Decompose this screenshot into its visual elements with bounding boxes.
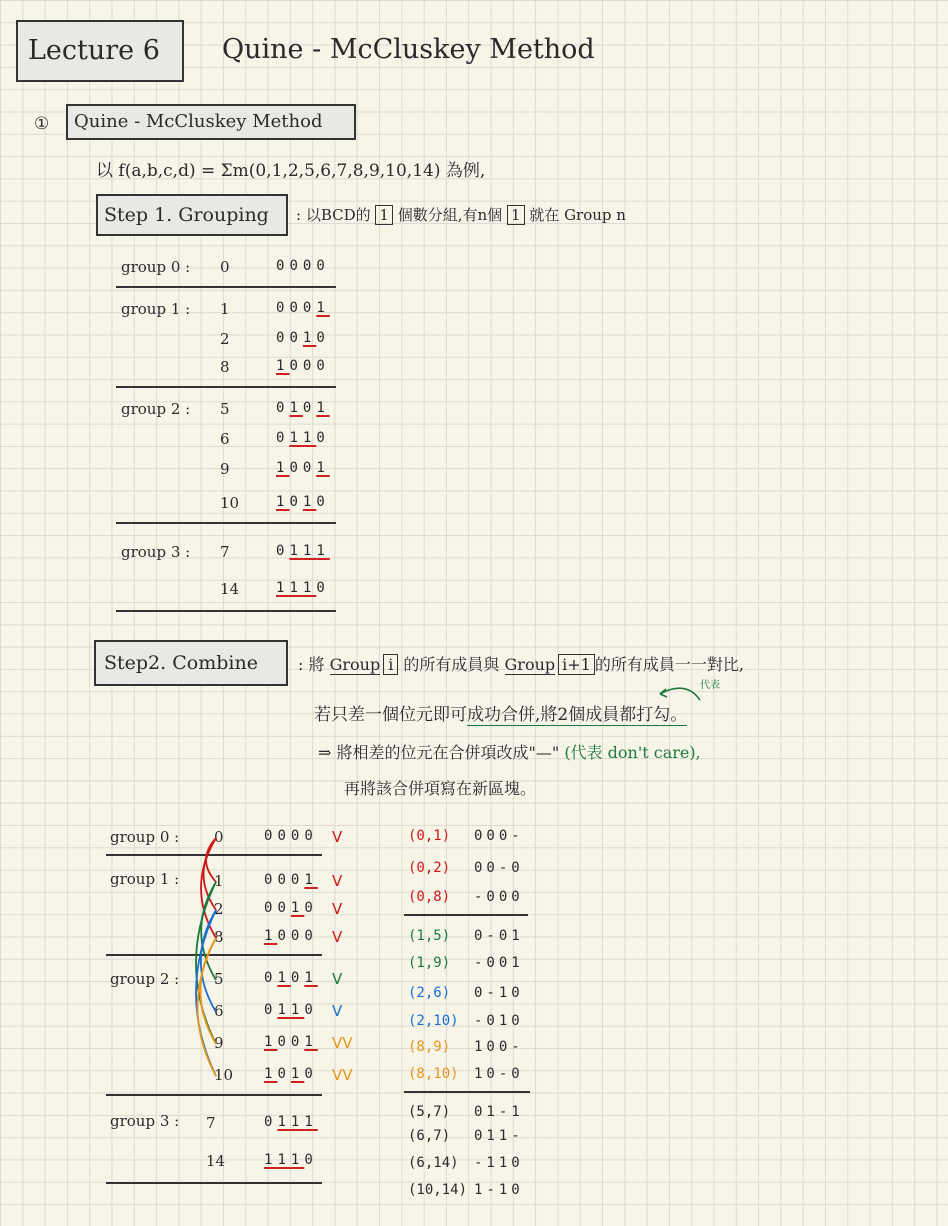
bit: 0 bbox=[316, 358, 330, 374]
boxed-one-2: 1 bbox=[507, 205, 525, 225]
group-label: group 0 : bbox=[110, 828, 180, 846]
bit: 0 bbox=[264, 1002, 278, 1018]
bit: 1 bbox=[264, 1152, 278, 1168]
minterm-number: 7 bbox=[206, 1114, 216, 1132]
bit: 0 bbox=[264, 828, 278, 844]
page-title: Quine - McCluskey Method bbox=[222, 34, 595, 65]
bit: 1 bbox=[277, 1114, 291, 1130]
bit: 0 bbox=[302, 258, 317, 274]
minterm-number: 5 bbox=[220, 400, 230, 418]
minterm-number: 1 bbox=[214, 872, 224, 890]
bit: 0 bbox=[302, 300, 317, 316]
bit: 0 bbox=[290, 872, 305, 888]
minterm-number: 10 bbox=[220, 494, 240, 512]
bit: 0 bbox=[277, 872, 291, 888]
bit: 1 bbox=[316, 300, 330, 316]
bit: 0 bbox=[289, 358, 303, 374]
pair-label: (2,6) bbox=[408, 985, 451, 1001]
bit: 0 bbox=[290, 828, 305, 844]
bit: 0 bbox=[264, 872, 278, 888]
bit: 1 bbox=[277, 1152, 291, 1168]
minterm-number: 8 bbox=[220, 358, 230, 376]
bit: 0 bbox=[276, 400, 290, 416]
bit: 0 bbox=[276, 430, 290, 446]
bit: 1 bbox=[276, 580, 290, 596]
minterm-number: 6 bbox=[220, 430, 230, 448]
step2-l1-a: : 將 bbox=[298, 655, 325, 674]
bit: 0 bbox=[276, 330, 290, 346]
minterm-number: 10 bbox=[214, 1066, 234, 1084]
pair-code: -110 bbox=[474, 1155, 524, 1171]
pair-label: (6,7) bbox=[408, 1128, 451, 1144]
step2-l1-b: 的所有成員與 bbox=[403, 655, 500, 674]
bit: 0 bbox=[316, 258, 330, 274]
pair-label: (1,5) bbox=[408, 928, 451, 944]
group-label: group 2 : bbox=[110, 970, 180, 988]
minterm-number: 0 bbox=[220, 258, 230, 276]
pair-label: (0,1) bbox=[408, 828, 451, 844]
bit: 0 bbox=[289, 460, 303, 476]
bit: 0 bbox=[302, 400, 317, 416]
bit: 1 bbox=[290, 1002, 305, 1018]
check-mark: VV bbox=[332, 1066, 353, 1084]
bit: 0 bbox=[316, 580, 330, 596]
pair-label: (0,2) bbox=[408, 860, 451, 876]
step1-desc-b: 個數分組,有n個 bbox=[397, 206, 503, 224]
minterm-number: 2 bbox=[220, 330, 230, 348]
step2-l3-a: ⇒ 將相差的位元在合併項改成"—" bbox=[318, 743, 560, 762]
bit: 0 bbox=[276, 543, 290, 559]
check-mark: V bbox=[332, 828, 343, 846]
bit: 0 bbox=[277, 1066, 291, 1082]
group-i1-word: Group bbox=[504, 655, 556, 674]
check-mark: V bbox=[332, 872, 343, 890]
step1-label: Step 1. Grouping bbox=[104, 204, 269, 226]
bit: 0 bbox=[289, 300, 303, 316]
bit: 0 bbox=[289, 330, 303, 346]
minterm-number: 8 bbox=[214, 928, 224, 946]
group-label: group 2 : bbox=[121, 400, 191, 418]
pair-code: 00-0 bbox=[474, 860, 524, 876]
step2-label: Step2. Combine bbox=[104, 652, 258, 674]
dont-care-note: (代表 don't care), bbox=[564, 743, 701, 762]
group-i-word: Group bbox=[329, 655, 381, 674]
bit: 1 bbox=[302, 430, 317, 446]
pair-code: 0-01 bbox=[474, 928, 524, 944]
bit: 1 bbox=[304, 1034, 318, 1050]
bit: 0 bbox=[304, 828, 318, 844]
pair-divider bbox=[404, 1091, 530, 1093]
example-text: 以 f(a,b,c,d) = Σm(0,1,2,5,6,7,8,9,10,14) 為例, bbox=[96, 161, 486, 181]
section-bullet: ① bbox=[34, 114, 50, 134]
pair-label: (8,10) bbox=[408, 1066, 459, 1082]
minterm-number: 14 bbox=[220, 580, 240, 598]
bit: 1 bbox=[302, 543, 317, 559]
step1-desc-a: : 以BCD的 bbox=[296, 206, 371, 224]
step2-line4: 再將該合併項寫在新區塊。 bbox=[344, 779, 537, 798]
pair-code: 011- bbox=[474, 1128, 524, 1144]
bit: 1 bbox=[304, 872, 318, 888]
bit: 0 bbox=[290, 928, 305, 944]
minterm-number: 7 bbox=[220, 543, 230, 561]
bit: 1 bbox=[290, 1066, 305, 1082]
bit: 1 bbox=[290, 900, 305, 916]
pair-code: -000 bbox=[474, 889, 524, 905]
boxed-i-plus-1: i+1 bbox=[558, 654, 595, 675]
bit: 0 bbox=[289, 494, 303, 510]
bit: 1 bbox=[304, 970, 318, 986]
lecture-label: Lecture 6 bbox=[28, 35, 160, 66]
step2-l2-c: ,將2個成員都打勾。 bbox=[535, 705, 688, 725]
step2-l1-c: 的所有成員一一對比, bbox=[594, 655, 744, 674]
bit: 1 bbox=[277, 1002, 291, 1018]
bit: 0 bbox=[277, 900, 291, 916]
pair-divider bbox=[404, 914, 528, 916]
bit: 1 bbox=[276, 358, 290, 374]
bit: 1 bbox=[289, 400, 303, 416]
group-label: group 0 : bbox=[121, 258, 191, 276]
bit: 1 bbox=[302, 330, 317, 346]
minterm-number: 9 bbox=[214, 1034, 224, 1052]
minterm-number: 6 bbox=[214, 1002, 224, 1020]
bit: 0 bbox=[276, 300, 290, 316]
bit: 1 bbox=[264, 1034, 278, 1050]
bit: 0 bbox=[304, 1152, 318, 1168]
pair-code: -010 bbox=[474, 1013, 524, 1029]
check-mark: V bbox=[332, 1002, 343, 1020]
bit: 1 bbox=[290, 1114, 305, 1130]
bit: 0 bbox=[304, 1002, 318, 1018]
group-label: group 3 : bbox=[110, 1112, 180, 1130]
bit: 0 bbox=[277, 828, 291, 844]
bit: 0 bbox=[302, 460, 317, 476]
bit: 0 bbox=[304, 928, 318, 944]
minterm-number: 1 bbox=[220, 300, 230, 318]
boxed-one: 1 bbox=[375, 205, 393, 225]
pair-code: -001 bbox=[474, 955, 524, 971]
check-mark: V bbox=[332, 900, 343, 918]
step2-l2-a: 若只差一個位元即可 bbox=[314, 705, 467, 725]
step1-desc-c: 就在 Group n bbox=[529, 206, 626, 224]
bit: 1 bbox=[290, 1152, 305, 1168]
bit: 0 bbox=[316, 330, 330, 346]
minterm-number: 2 bbox=[214, 900, 224, 918]
bit: 1 bbox=[289, 430, 303, 446]
pair-label: (1,9) bbox=[408, 955, 451, 971]
pair-code: 1-10 bbox=[474, 1182, 524, 1198]
minterm-number: 5 bbox=[214, 970, 224, 988]
bit: 1 bbox=[277, 970, 291, 986]
bit: 0 bbox=[264, 970, 278, 986]
group-label: group 1 : bbox=[121, 300, 191, 318]
bit: 1 bbox=[304, 1114, 318, 1130]
check-mark: V bbox=[332, 928, 343, 946]
pair-code: 100- bbox=[474, 1039, 524, 1055]
pair-label: (0,8) bbox=[408, 889, 451, 905]
bit: 0 bbox=[276, 258, 290, 274]
bit: 0 bbox=[290, 1034, 305, 1050]
bit: 1 bbox=[302, 580, 317, 596]
minterm-number: 9 bbox=[220, 460, 230, 478]
group-label: group 3 : bbox=[121, 543, 191, 561]
bit: 1 bbox=[276, 460, 290, 476]
bit: 0 bbox=[316, 494, 330, 510]
bit: 0 bbox=[264, 1114, 278, 1130]
minterm-number: 0 bbox=[214, 828, 224, 846]
boxed-i: i bbox=[383, 654, 398, 675]
bit: 1 bbox=[289, 543, 303, 559]
check-mark: VV bbox=[332, 1034, 353, 1052]
bit: 1 bbox=[264, 1066, 278, 1082]
minterm-number: 14 bbox=[206, 1152, 226, 1170]
pair-label: (5,7) bbox=[408, 1104, 451, 1120]
success-merge: 成功合併 bbox=[467, 705, 535, 725]
pair-code: 0-10 bbox=[474, 985, 524, 1001]
pair-label: (6,14) bbox=[408, 1155, 459, 1171]
bit: 1 bbox=[302, 494, 317, 510]
pair-label: (8,9) bbox=[408, 1039, 451, 1055]
group-label: group 1 : bbox=[110, 870, 180, 888]
bit: 1 bbox=[316, 543, 330, 559]
pair-code: 10-0 bbox=[474, 1066, 524, 1082]
pair-code: 000- bbox=[474, 828, 524, 844]
check-mark: V bbox=[332, 970, 343, 988]
bit: 1 bbox=[264, 928, 278, 944]
bit: 0 bbox=[304, 1066, 318, 1082]
bit: 0 bbox=[316, 430, 330, 446]
bit: 0 bbox=[277, 928, 291, 944]
bit: 1 bbox=[316, 460, 330, 476]
pair-code: 01-1 bbox=[474, 1104, 524, 1120]
pair-label: (2,10) bbox=[408, 1013, 459, 1029]
bit: 0 bbox=[290, 970, 305, 986]
bit: 0 bbox=[264, 900, 278, 916]
bit: 0 bbox=[277, 1034, 291, 1050]
bit: 1 bbox=[289, 580, 303, 596]
annotation-note: 代表 bbox=[700, 680, 720, 691]
bit: 1 bbox=[276, 494, 290, 510]
bit: 0 bbox=[302, 358, 317, 374]
bit: 0 bbox=[289, 258, 303, 274]
section-title: Quine - McCluskey Method bbox=[74, 111, 323, 132]
bit: 0 bbox=[304, 900, 318, 916]
bit: 1 bbox=[316, 400, 330, 416]
pair-label: (10,14) bbox=[408, 1182, 468, 1198]
